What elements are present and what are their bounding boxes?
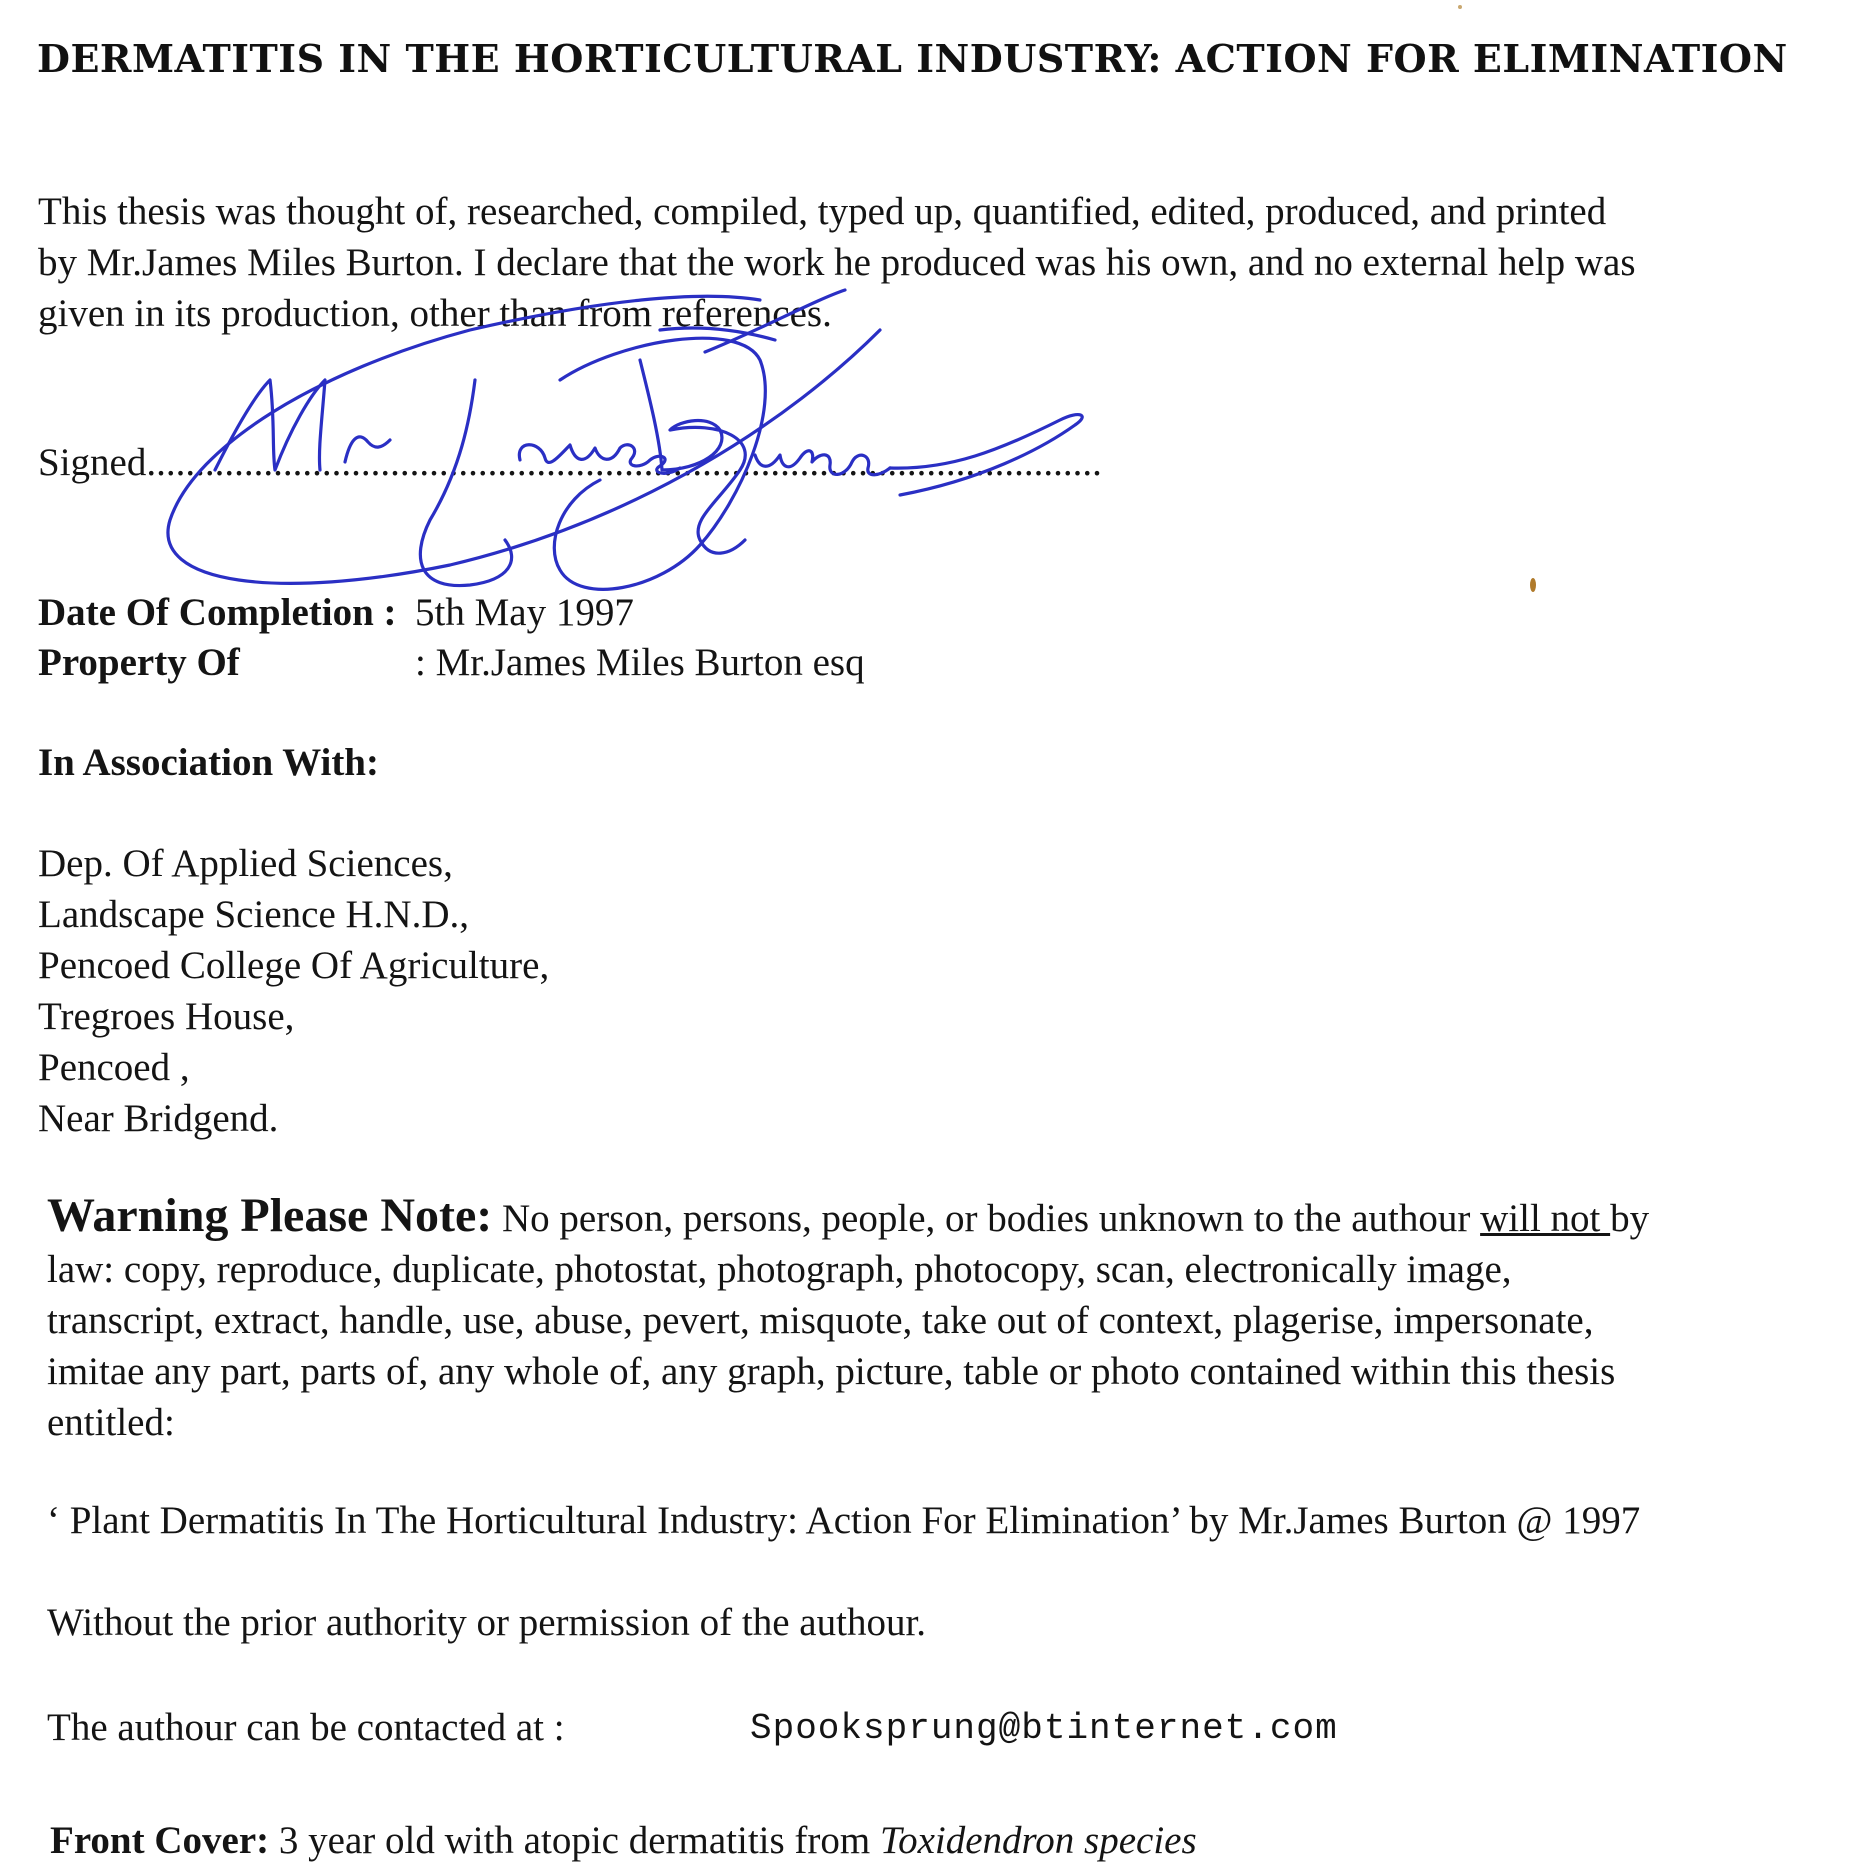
warning-line: imitae any part, parts of, any whole of, any graph, picture, table or photo contained within this thesis — [47, 1350, 1616, 1393]
declaration-line: This thesis was thought of, researched, compiled, typed up, quantified, edited, produced, and printed — [38, 190, 1607, 233]
declaration-line: by Mr.James Miles Burton. I declare that the work he produced was his own, and no external help was — [38, 241, 1636, 284]
association-address — [38, 838, 549, 1144]
warning-line: law: copy, reproduce, duplicate, photostat, photograph, photocopy, scan, electronically image, — [47, 1248, 1512, 1291]
association-heading: In Association With: — [38, 741, 379, 784]
declaration-paragraph — [38, 186, 1636, 339]
date-of-completion-label: Date Of Completion : — [38, 591, 397, 634]
contact-label: The authour can be contacted at : — [47, 1706, 565, 1749]
signature-dotted-line: .................................................................................................. — [146, 441, 1102, 484]
front-cover-label: Front Cover: — [50, 1819, 270, 1862]
quoted-thesis-title: ‘ Plant Dermatitis In The Horticultural Industry: Action For Elimination’ by Mr.James Burton @ 1997 — [47, 1499, 1641, 1542]
address-line: Pencoed , — [38, 1046, 190, 1089]
address-line: Landscape Science H.N.D., — [38, 893, 469, 936]
warning-underlined-text: will not — [1480, 1197, 1611, 1240]
date-of-completion-value: 5th May 1997 — [415, 591, 634, 634]
address-line: Tregroes House, — [38, 995, 295, 1038]
scan-speck — [1530, 578, 1536, 592]
address-line: Near Bridgend. — [38, 1097, 279, 1140]
front-cover-text: 3 year old with atopic dermatitis from — [269, 1819, 880, 1862]
warning-paragraph — [47, 1190, 1649, 1448]
signed-label: Signed — [38, 441, 147, 484]
address-line: Dep. Of Applied Sciences, — [38, 842, 453, 885]
property-of-label: Property Of — [38, 641, 240, 684]
address-line: Pencoed College Of Agriculture, — [38, 944, 550, 987]
front-cover-species: Toxidendron species — [879, 1819, 1197, 1862]
property-of-value: : Mr.James Miles Burton esq — [415, 641, 865, 684]
warning-heading: Warning Please Note: — [47, 1189, 493, 1242]
warning-text: No person, persons, people, or bodies unknown to the authour — [492, 1197, 1481, 1240]
declaration-line: given in its production, other than from references. — [38, 292, 832, 335]
warning-line: entitled: — [47, 1401, 175, 1444]
signed-row — [38, 437, 1102, 488]
document-title: DERMATITIS IN THE HORTICULTURAL INDUSTRY: ACTION FOR ELIMINATION — [37, 36, 1788, 81]
front-cover-note — [50, 1815, 1197, 1866]
warning-line: transcript, extract, handle, use, abuse, pevert, misquote, take out of context, plagerise, impersonate, — [47, 1299, 1594, 1342]
permission-statement: Without the prior authority or permission of the authour. — [47, 1601, 927, 1644]
contact-email: Spooksprung@btinternet.com — [750, 1708, 1338, 1749]
scan-speck — [1458, 5, 1462, 9]
warning-line — [47, 1190, 1649, 1244]
warning-text: by — [1610, 1197, 1650, 1240]
